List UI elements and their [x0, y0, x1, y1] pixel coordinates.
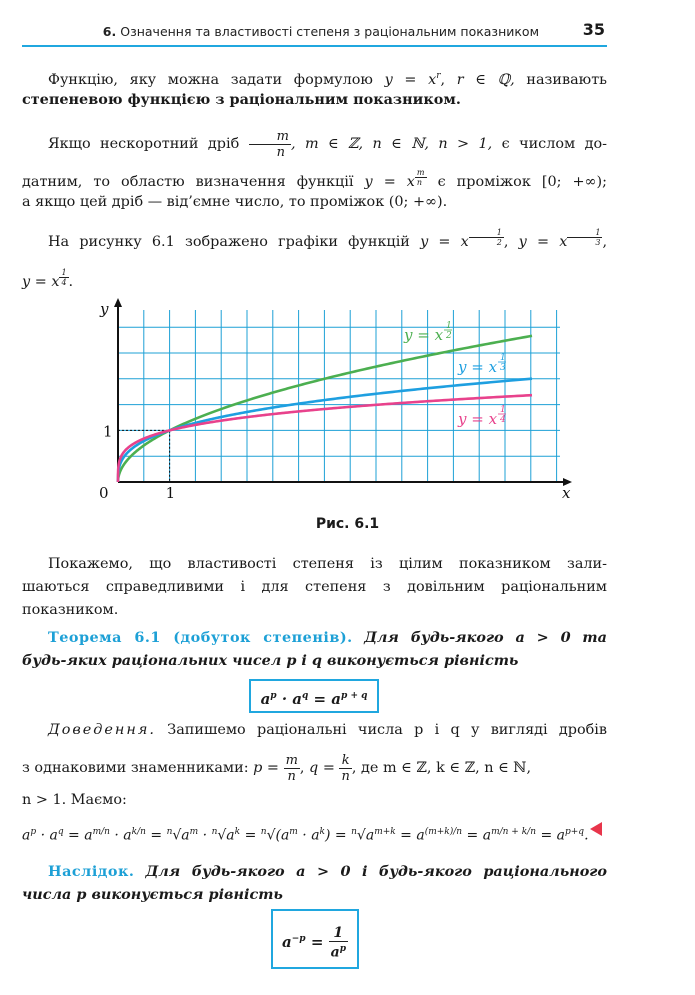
- para2-line3: а якщо цей дріб — від’ємне число, то проміжок (0; +∞).: [22, 194, 448, 210]
- para3-line2: y = x $^{\frac{1}{4}}$ .: [22, 268, 74, 290]
- para4-line3: показником.: [22, 602, 119, 618]
- figure-caption: Рис. 6.1: [315, 516, 380, 532]
- series-label-exp-den: 4: [500, 415, 506, 425]
- tick-label-y1: 1: [103, 422, 113, 441]
- page-number: 35: [582, 20, 605, 39]
- theorem-line2: будь-яких раціональних чисел p і q виконується рівність: [22, 652, 519, 669]
- series-label-exp-den: 3: [500, 363, 506, 373]
- para4-line1: Покажемо, що властивості степеня із цілим показником зали-: [48, 556, 607, 572]
- para1-line1: Функцію, яку можна задати формулою $y = x^r$, r ∈ ℚ, називають: [48, 71, 607, 88]
- para4-line2: шаються справедливими і для степеня з довільним раціональним: [22, 579, 607, 595]
- chart-grid: [114, 298, 572, 486]
- series-label-exp-num: 1: [500, 353, 506, 363]
- y-axis-arrow: [114, 298, 122, 307]
- series-label: y = x: [458, 410, 498, 428]
- series-label: y = x: [404, 326, 444, 344]
- tick-label-x1: 1: [165, 484, 176, 502]
- power-function-chart: [92, 298, 571, 510]
- theorem-line1: Теорема 6.1 (добуток степенів). Для будь-якого a > 0 та: [48, 629, 607, 646]
- header-rule: [22, 45, 607, 47]
- x-axis-label: x: [562, 484, 571, 502]
- proof-line3: n > 1. Маємо:: [22, 792, 127, 808]
- series-curve: [118, 395, 532, 482]
- para1-line2: степеневою функцією з раціональним показником.: [22, 91, 461, 108]
- para2-line2: датним, то областю визначення функції y = x $^{\frac{m}{n}}$ є проміжок [0; +∞);: [22, 168, 608, 190]
- section-title: 6. Означення та властивості степеня з раціональним показником: [102, 24, 539, 39]
- corollary-line2: числа p виконується рівність: [22, 886, 283, 903]
- tick-label-origin: 0: [99, 484, 109, 502]
- corollary-line1: Наслідок. Для будь-якого a > 0 і будь-якого раціонального: [48, 863, 607, 880]
- proof-line1: Доведення. Запишемо раціональні числа p і q у вигляді дробів: [48, 722, 607, 738]
- y-axis-label: y: [100, 300, 109, 318]
- proof-formula-chain: $a^p \cdot a^q = a^{m/n} \cdot a^{k/n} = ^n√a^m \cdot ^n√a^k = ^n√(a^m \cdot a^k) = ^n√a^{m+k} = a^{(m+k)/n} = a^{m/n + k/n} = a^{p+q}$.: [22, 827, 589, 844]
- para2-line1: Якщо нескоротний дріб $\frac{m}{n}$ , m ∈ ℤ, n ∈ ℕ, n > 1, є числом до-: [48, 128, 608, 160]
- running-header: [22, 18, 607, 42]
- series-label-exp-num: 1: [500, 405, 506, 415]
- series-label-exp-den: 2: [446, 331, 452, 341]
- para3-line1: На рисунку 6.1 зображено графіки функцій y = x $^{\frac{1}{2}}$ , y = x $^{\frac{1}{3}}$ ,: [48, 228, 608, 250]
- theorem-formula-box: $a^p \cdot a^q = a^{p + q}$: [249, 679, 379, 713]
- proof-line2: з однаковими знаменниками: p = $\frac{m}{n}$ , q = $\frac{k}{n}$ , де m ∈ ℤ, k ∈ ℤ, n ∈ ℕ,: [22, 752, 532, 784]
- series-label: y = x: [458, 358, 498, 376]
- end-of-proof-marker: [590, 822, 602, 836]
- series-label-exp-num: 1: [446, 321, 452, 331]
- corollary-formula-box: $a^{-p}$ = $\frac{1}{a^p}$: [271, 909, 359, 969]
- figure-6-1: [92, 298, 571, 514]
